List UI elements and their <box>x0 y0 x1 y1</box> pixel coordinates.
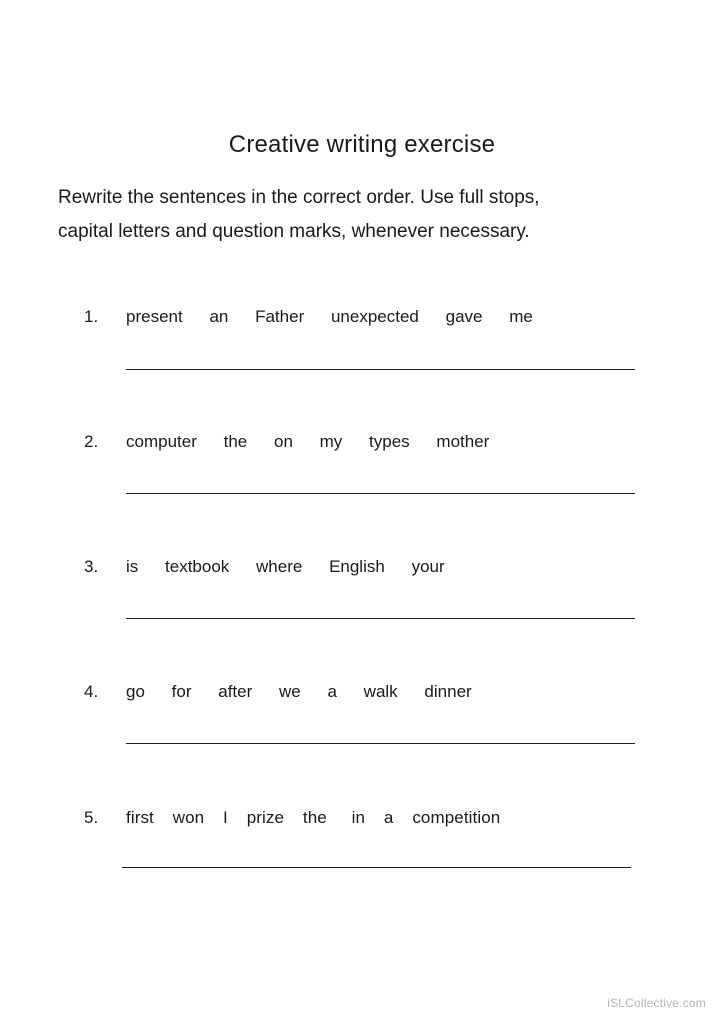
word: for <box>171 682 192 701</box>
word: won <box>172 808 205 827</box>
worksheet-title: Creative writing exercise <box>228 131 496 158</box>
instruction-line: capital letters and question marks, whenever necessary. <box>58 221 530 242</box>
word: a <box>327 682 337 701</box>
instructions <box>58 181 678 249</box>
word: a <box>383 808 394 827</box>
word: gave <box>445 307 483 326</box>
word: walk <box>363 682 398 701</box>
word: mother <box>436 432 490 451</box>
word: present <box>126 307 183 326</box>
answer-line[interactable] <box>126 743 635 744</box>
word: in <box>351 808 366 827</box>
scrambled-words <box>126 808 522 828</box>
word: the <box>302 808 327 827</box>
scrambled-words <box>126 432 511 452</box>
item-number: 5. <box>84 808 99 827</box>
scrambled-words <box>126 557 467 577</box>
word: prize <box>246 808 285 827</box>
word: dinner <box>424 682 472 701</box>
word: computer <box>126 432 197 451</box>
item-number: 3. <box>84 557 99 576</box>
word: an <box>209 307 229 326</box>
scrambled-words <box>126 307 555 327</box>
scrambled-words <box>126 682 494 702</box>
word: Father <box>255 307 305 326</box>
item-number: 1. <box>84 307 99 326</box>
instruction-line: Rewrite the sentences in the correct order. Use full stops, <box>58 187 540 208</box>
word: after <box>218 682 253 701</box>
word: go <box>126 682 145 701</box>
word: where <box>256 557 303 576</box>
word: your <box>411 557 445 576</box>
answer-line[interactable] <box>122 867 631 868</box>
word: the <box>223 432 248 451</box>
word: we <box>279 682 301 701</box>
word: me <box>509 307 533 326</box>
word: I <box>223 808 228 827</box>
word: textbook <box>165 557 230 576</box>
word: on <box>273 432 293 451</box>
word: is <box>126 557 139 576</box>
item-number: 4. <box>84 682 99 701</box>
word: English <box>329 557 385 576</box>
word: types <box>369 432 410 451</box>
answer-line[interactable] <box>126 493 635 494</box>
watermark: iSLCollective.com <box>607 996 706 1010</box>
word: competition <box>412 808 501 827</box>
word: my <box>319 432 343 451</box>
answer-line[interactable] <box>126 618 635 619</box>
item-number: 2. <box>84 432 99 451</box>
answer-line[interactable] <box>126 369 635 370</box>
word: first <box>126 808 154 827</box>
word: unexpected <box>330 307 419 326</box>
